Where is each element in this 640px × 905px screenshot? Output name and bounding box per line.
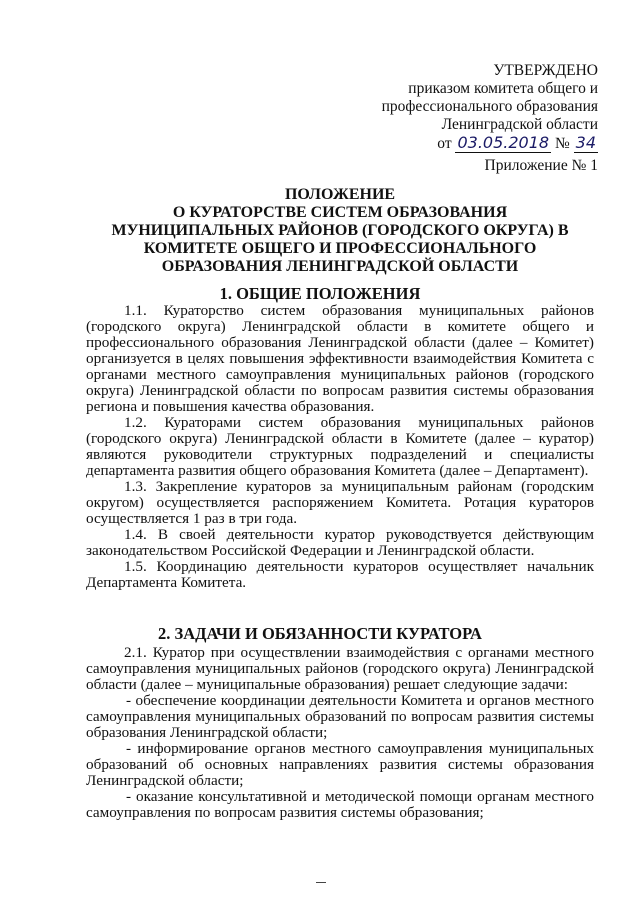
approval-line-1: приказом комитета общего и	[408, 80, 598, 97]
approval-line-2: профессионального образования	[381, 98, 598, 115]
paragraph-1-3: 1.3. Закрепление кураторов за муниципальным районам (городским округом) осуществляется распоряжением Комитета. Ротация кураторов осуществляется 1 раз в три года.	[86, 478, 594, 527]
approval-date-line	[298, 134, 598, 153]
paragraph-1-5: 1.5. Координацию деятельности кураторов осуществляет начальник Департамента Комитета.	[86, 558, 594, 591]
number-label: №	[554, 135, 570, 152]
title-line-3: МУНИЦИПАЛЬНЫХ РАЙОНОВ (ГОРОДСКОГО ОКРУГА) В	[111, 222, 569, 239]
handwritten-number: 34	[575, 133, 596, 152]
paragraph-1-2: 1.2. Кураторами систем образования муниципальных районов (городского округа) Ленинградской области в Комитете (далее – куратор) являются руководители структурных подразделений и специалисты департамента развития общего образования Комитета (далее – Департамент).	[86, 414, 594, 479]
section-2-body	[86, 645, 594, 821]
list-item: - обеспечение координации деятельности Комитета и органов местного самоуправления муниципальных образований по вопросам развития системы образования Ленинградской области;	[86, 692, 594, 741]
title-line-4: КОМИТЕТЕ ОБЩЕГО И ПРОФЕССИОНАЛЬНОГО	[143, 240, 537, 257]
paragraph-1-1: 1.1. Кураторство систем образования муниципальных районов (городского округа) Ленинградской области в комитете общего и профессионального образования Ленинградской области (далее – Комитет) организуется в целях повышения эффективности взаимодействия Комитета с органами местного самоуправления муниципальных районов (городского округа) Ленинградской области по вопросам развития системы образования региона и повышения качества образования.	[86, 302, 594, 415]
list-item: - информирование органов местного самоуправления муниципальных образований об основных направлениях развития системы образования Ленинградской области;	[86, 740, 594, 789]
list-item: - оказание консультативной и методической помощи органам местного самоуправления по вопросам развития системы образования;	[86, 788, 594, 821]
approval-block	[298, 62, 598, 175]
title-line-2: О КУРАТОРСТВЕ СИСТЕМ ОБРАЗОВАНИЯ	[172, 204, 508, 221]
handwritten-date: 03.05.2018	[457, 133, 550, 152]
paragraph-2-1: 2.1. Куратор при осуществлении взаимодействия с органами местного самоуправления муниципальных районов (городского округа) Ленинградской области (далее – муниципальные образования) решает следующие задачи:	[86, 644, 594, 693]
document-title	[60, 186, 620, 276]
paragraph-1-4: 1.4. В своей деятельности куратор руководствуется действующим законодательством Российской Федерации и Ленинградской области.	[86, 526, 594, 559]
section-1-heading: 1. ОБЩИЕ ПОЛОЖЕНИЯ	[219, 284, 421, 303]
approval-line-3: Ленинградской области	[441, 116, 598, 133]
section-1-body	[86, 303, 594, 591]
approval-title: УТВЕРЖДЕНО	[493, 62, 598, 79]
title-line-5: ОБРАЗОВАНИЯ ЛЕНИНГРАДСКОЙ ОБЛАСТИ	[161, 258, 519, 275]
page-footer-mark	[316, 882, 326, 883]
section-2-heading: 2. ЗАДАЧИ И ОБЯЗАННОСТИ КУРАТОРА	[158, 624, 482, 643]
title-line-1: ПОЛОЖЕНИЕ	[284, 186, 396, 203]
appendix-label: Приложение № 1	[484, 157, 598, 174]
from-label: от	[437, 135, 452, 152]
